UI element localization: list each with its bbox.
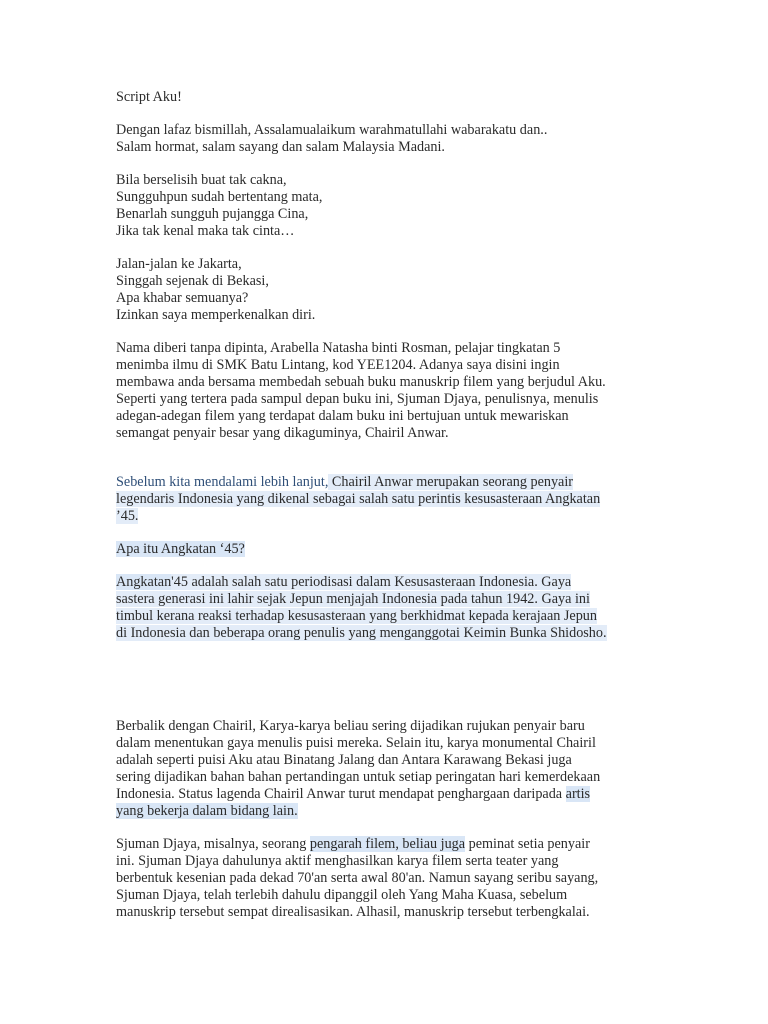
highlighted-text: artis — [565, 786, 591, 802]
pantun-line: Jika tak kenal maka tak cinta… — [116, 223, 295, 239]
question-heading — [116, 541, 768, 558]
angkatan-line — [116, 574, 768, 591]
chairil-line — [116, 508, 768, 525]
angkatan-line — [116, 608, 768, 625]
sjuman-line: berbentuk kesenian pada dekad 70'an serta awal 80'an. Namun sayang seribu sayang, — [116, 870, 599, 886]
pantun-line: Apa khabar semuanya? — [116, 290, 249, 306]
greeting-paragraph — [116, 122, 768, 156]
blue-text: Sebelum kita mendalami lebih lanjut, — [116, 474, 329, 490]
angkatan-line — [116, 591, 768, 608]
highlighted-text: '45 adalah salah satu periodisasi dalam Kesusasteraan Indonesia. Gaya — [171, 574, 572, 590]
spacer — [116, 156, 768, 172]
berbalik-line: sering dijadikan bahan bahan pertandingan untuk setiap peringatan hari kemerdekaan — [116, 769, 601, 785]
intro-line: adegan-adegan filem yang terdapat dalam buku ini bertujuan untuk mewariskan — [116, 408, 569, 424]
berbalik-line: Indonesia. Status lagenda Chairil Anwar turut mendapat penghargaan daripada artis — [116, 786, 591, 802]
sjuman-line: Sjuman Djaya, telah terlebih dahulu dipanggil oleh Yang Maha Kuasa, sebelum — [116, 887, 568, 903]
spacer — [116, 106, 768, 122]
greeting-line: Salam hormat, salam sayang dan salam Malaysia Madani. — [116, 139, 445, 155]
berbalik-line: adalah seperti puisi Aku atau Binatang Jalang dan Antara Karawang Bekasi juga — [116, 752, 572, 768]
intro-line: Seperti yang tertera pada sampul depan buku ini, Sjuman Djaya, penulisnya, menulis — [116, 391, 599, 407]
angkatan-paragraph — [116, 574, 768, 642]
chairil-paragraph — [116, 474, 768, 525]
pantun-1 — [116, 172, 768, 240]
sjuman-line: Sjuman Djaya, misalnya, seorang pengarah filem, beliau juga peminat setia penyair — [116, 836, 590, 852]
berbalik-line: Berbalik dengan Chairil, Karya-karya beliau sering dijadikan rujukan penyair baru — [116, 718, 585, 734]
sjuman-paragraph — [116, 836, 768, 921]
chairil-line — [116, 491, 768, 508]
pantun-line: Benarlah sungguh pujangga Cina, — [116, 206, 309, 222]
spacer — [116, 642, 768, 718]
pantun-2 — [116, 256, 768, 324]
highlighted-text: Apa itu Angkatan ‘45? — [116, 541, 245, 557]
spacer — [116, 240, 768, 256]
pantun-line: Singgah sejenak di Bekasi, — [116, 273, 269, 289]
intro-line: membawa anda bersama membedah sebuah buku manuskrip filem yang berjudul Aku. — [116, 374, 606, 390]
highlighted-text: Angkatan — [116, 574, 172, 590]
highlighted-text: timbul kerana reaksi terhadap kesusasteraan yang berkhidmat kepada kerajaan Jepun — [116, 608, 597, 624]
spacer — [116, 820, 768, 836]
highlighted-text: Chairil Anwar merupakan seorang penyair — [328, 474, 574, 490]
sjuman-line: manuskrip tersebut sempat direalisasikan. Alhasil, manuskrip tersebut terbengkalai. — [116, 904, 590, 920]
highlighted-text: ’45. — [116, 508, 139, 524]
berbalik-line — [116, 803, 768, 820]
highlighted-text: sastera generasi ini lahir sejak Jepun menjajah Indonesia pada tahun 1942. Gaya ini — [116, 591, 590, 607]
greeting-line: Dengan lafaz bismillah, Assalamualaikum warahmatullahi wabarakatu dan.. — [116, 122, 548, 138]
pantun-line: Bila berselisih buat tak cakna, — [116, 172, 287, 188]
intro-line: semangat penyair besar yang dikaguminya, Chairil Anwar. — [116, 425, 449, 441]
document-title: Script Aku! — [116, 89, 182, 105]
highlighted-text: di Indonesia dan beberapa orang penulis yang menganggotai Keimin Bunka Shidosho. — [116, 625, 607, 641]
intro-line: menimba ilmu di SMK Batu Lintang, kod YEE1204. Adanya saya disini ingin — [116, 357, 560, 373]
pantun-line: Sungguhpun sudah bertentang mata, — [116, 189, 323, 205]
berbalik-paragraph — [116, 718, 768, 820]
sjuman-line: ini. Sjuman Djaya dahulunya aktif menghasilkan karya filem serta teater yang — [116, 853, 559, 869]
intro-paragraph — [116, 340, 768, 442]
highlighted-text: yang bekerja dalam bidang lain. — [116, 803, 298, 819]
spacer — [116, 525, 768, 541]
pantun-line: Izinkan saya memperkenalkan diri. — [116, 307, 316, 323]
angkatan-line — [116, 625, 768, 642]
spacer — [116, 558, 768, 574]
intro-line: Nama diberi tanpa dipinta, Arabella Natasha binti Rosman, pelajar tingkatan 5 — [116, 340, 561, 356]
berbalik-line: dalam menentukan gaya menulis puisi mereka. Selain itu, karya monumental Chairil — [116, 735, 596, 751]
pantun-line: Jalan-jalan ke Jakarta, — [116, 256, 242, 272]
highlighted-text: legendaris Indonesia yang dikenal sebagai salah satu perintis kesusasteraan Angkatan — [116, 491, 601, 507]
chairil-line — [116, 474, 768, 491]
spacer — [116, 442, 768, 474]
spacer — [116, 324, 768, 340]
highlighted-text: pengarah filem, beliau juga — [309, 836, 466, 852]
